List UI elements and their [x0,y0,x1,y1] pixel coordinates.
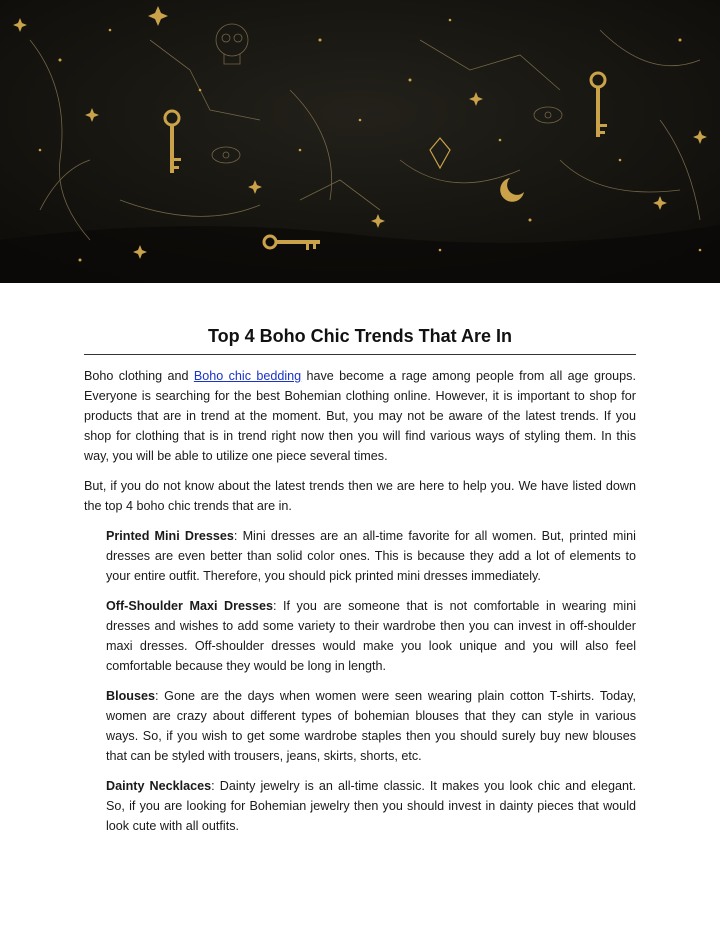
intro-paragraph [84,366,636,466]
trend-description: : Mini dresses are an all-time favorite for all women. But, printed mini dresses are even better than solid color ones. This is because they add a lot of elements to your entire outfit. Therefore, you should pick printed mini dresses immediately. [106,529,636,583]
trend-description: : If you are someone that is not comfortable in wearing mini dresses and wishes to add some variety to their wardrobe then you can invest in off-shoulder maxi dresses. Off-shoulder dresses would make you look unique and you will also feel comfortable because they would be long in length. [106,599,636,673]
intro-text-start: Boho clothing and [84,369,194,383]
trend-item [106,526,636,586]
intro-text-end: have become a rage among people from all age groups. Everyone is searching for the best Bohemian clothing online. However, it is important to shop for products that are in trend at the moment. But, you may not be aware of the latest trends. If you shop for clothing that is in trend right now then you will find various ways of styling them. In this way, you will be able to utilize one piece several times. [84,369,636,463]
article-title: Top 4 Boho Chic Trends That Are In [207,326,512,346]
trend-name: Blouses [106,689,155,703]
title-divider [84,354,636,355]
trend-item [106,596,636,676]
trend-name: Dainty Necklaces [106,779,212,793]
article-body [84,366,636,846]
celestial-fabric-illustration [0,0,720,283]
hero-image [0,0,720,283]
trend-description: : Gone are the days when women were seen wearing plain cotton T-shirts. Today, women are crazy about different types of bohemian blouses that they can style in various ways. So, if you wish to get some wardrobe staples then you should surely buy new blouses that can be styled with trousers, jeans, skirts, shorts, etc. [106,689,636,763]
trend-name: Printed Mini Dresses [106,529,234,543]
trend-item [106,686,636,766]
trend-name: Off-Shoulder Maxi Dresses [106,599,274,613]
boho-chic-bedding-link[interactable]: Boho chic bedding [193,369,302,383]
lead-paragraph: But, if you do not know about the latest trends then we are here to help you. We have listed down the top 4 boho chic trends that are in. [84,479,636,513]
trend-description: : Dainty jewelry is an all-time classic. It makes you look chic and elegant. So, if you are looking for Bohemian jewelry then you should invest in dainty pieces that would look cute with all outfits. [106,779,636,833]
trend-item [106,776,636,836]
